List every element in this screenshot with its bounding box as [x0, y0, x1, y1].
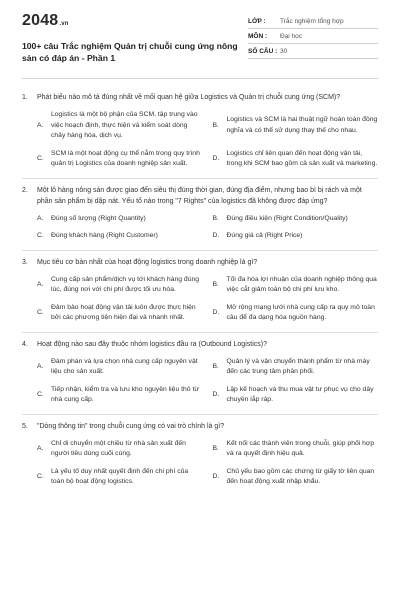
option-text: Đúng khách hàng (Right Customer) [51, 232, 158, 239]
option-text: Quản lý và vận chuyển thành phẩm từ nhà máy đến các trung tâm phân phối. [226, 357, 370, 375]
option-d[interactable] [213, 385, 379, 406]
question-item [22, 415, 378, 496]
meta-label: MÔN : [248, 32, 268, 40]
question-number: 4. [22, 340, 28, 348]
question-number: 3. [22, 258, 28, 266]
option-text: Đúng số lượng (Right Quantity) [51, 214, 146, 222]
option-letter: C. [37, 154, 44, 162]
option-letter: B. [212, 121, 219, 129]
option-d[interactable] [213, 467, 379, 488]
option-text: Logistics là một bộ phận của SCM, tập trung vào việc hoạch định, thực hiện và kiểm soát dòng chảy hàng hóa, dịch vụ. [51, 111, 198, 139]
meta-label: LỚP : [248, 17, 266, 25]
question-text: Phát biểu nào mô tả đúng nhất về mối quan hệ giữa Logistics và Quản trị chuỗi cung ứng (SCM)? [37, 94, 341, 101]
option-c[interactable] [37, 467, 203, 488]
option-text: Đúng giá cả (Right Price) [226, 232, 303, 239]
option-a[interactable] [37, 439, 203, 460]
meta-row-class [248, 14, 378, 29]
question-item [22, 86, 378, 179]
option-letter: C. [37, 232, 44, 239]
option-b[interactable] [213, 357, 379, 378]
option-letter: A. [37, 121, 44, 129]
option-d[interactable] [213, 149, 379, 170]
option-text: Cung cấp sản phẩm/dịch vụ tới khách hàng đúng lúc, đúng nơi với chi phí được tối ưu hóa. [51, 275, 200, 293]
option-letter: A. [37, 444, 44, 452]
meta-value: Đại học [280, 32, 303, 40]
meta-label: SỐ CÂU : [248, 47, 278, 55]
header-left [22, 12, 247, 64]
logo-main: 2048 [22, 12, 59, 29]
option-a[interactable] [37, 110, 203, 142]
question-list [22, 86, 378, 496]
meta-table [248, 14, 378, 59]
option-letter: B. [212, 362, 219, 370]
question-text: Hoạt động nào sau đây thuộc nhóm logistics đầu ra (Outbound Logistics)? [37, 340, 267, 348]
option-text: Kết nối các thành viên trong chuỗi, giúp phối hợp và ra quyết định hiệu quả. [226, 439, 375, 457]
option-text: Đàm phán và lựa chọn nhà cung cấp nguyên vật liệu cho sản xuất. [51, 357, 198, 375]
meta-row-count [248, 44, 378, 59]
option-letter: C. [37, 308, 44, 316]
option-d[interactable] [213, 303, 379, 324]
option-text: Logistics chỉ liên quan đến hoạt động vận tải, trong khi SCM bao gồm cả sản xuất và marketing. [226, 149, 378, 167]
option-letter: B. [212, 444, 219, 452]
option-b[interactable] [213, 275, 379, 296]
question-item [22, 251, 378, 333]
option-text: Là yếu tố duy nhất quyết định đến chi phí của toàn bộ hoạt động logistics. [51, 467, 189, 485]
question-number: 5. [22, 422, 28, 430]
option-a[interactable] [37, 214, 203, 225]
option-b[interactable] [213, 110, 379, 142]
question-number: 2. [22, 186, 28, 194]
document-title: 100+ câu Trắc nghiệm Quản trị chuỗi cung ứng nông sản có đáp án - Phần 1 [22, 41, 238, 63]
option-a[interactable] [37, 275, 203, 296]
question-item [22, 179, 378, 251]
option-grid [22, 103, 378, 172]
option-text: Đảm bảo hoạt động vận tải luôn được thực hiện bởi các phương tiện hiện đại và nhanh nhất. [51, 303, 196, 321]
meta-value: Trắc nghiệm tổng hợp [280, 17, 344, 25]
option-grid [22, 432, 378, 490]
option-text: Tối đa hóa lợi nhuận của doanh nghiệp thông qua việc cắt giảm toàn bộ chi phí lưu kho. [226, 275, 377, 293]
option-grid [22, 268, 378, 326]
question-number: 1. [22, 94, 28, 101]
meta-row-subject [248, 29, 378, 44]
option-c[interactable] [37, 231, 203, 242]
option-letter: A. [37, 280, 44, 288]
option-text: Logistics và SCM là hai thuật ngữ hoàn toàn đồng nghĩa và có thể sử dụng thay thế cho nhau. [226, 116, 378, 134]
option-letter: D. [212, 390, 220, 398]
option-letter: B. [212, 280, 219, 288]
option-c[interactable] [37, 303, 203, 324]
option-letter: D. [212, 154, 220, 162]
option-letter: D. [212, 232, 220, 239]
site-logo[interactable] [22, 12, 247, 33]
option-letter: C. [37, 390, 44, 398]
option-text: Đúng điều kiện (Right Condition/Quality) [226, 214, 348, 222]
option-letter: D. [212, 308, 220, 316]
header-divider [22, 78, 378, 79]
option-b[interactable] [213, 439, 379, 460]
logo-suffix: .vn [59, 21, 69, 27]
option-text: Mở rộng mạng lưới nhà cung cấp ra quy mô toàn cầu để đa dạng hóa nguồn hàng. [226, 303, 375, 321]
option-grid [22, 350, 378, 408]
option-letter: D. [212, 472, 220, 480]
question-text: Một lô hàng nông sản được giao đến siêu thị đúng thời gian, đúng địa điểm, nhưng bao bì bị rách và một phần sản phẩm bị dập nát. Yếu tố nào trong "7 Rights" của logistics đã không được đáp ứng? [37, 186, 362, 205]
option-letter: B. [212, 214, 219, 222]
header [22, 12, 378, 64]
option-c[interactable] [37, 149, 203, 170]
option-text: SCM là một hoạt động cụ thể nằm trong quy trình quản trị Logistics của doanh nghiệp sản xuất. [51, 149, 200, 167]
option-text: Lập kế hoạch và thu mua vật tư phục vụ cho dây chuyền lắp ráp. [226, 385, 374, 403]
option-text: Chỉ di chuyển một chiều từ nhà sản xuất đến người tiêu dùng cuối cùng. [51, 439, 186, 457]
question-text: Mục tiêu cơ bản nhất của hoạt động logistics trong doanh nghiệp là gì? [37, 258, 258, 266]
option-letter: A. [37, 362, 44, 370]
option-b[interactable] [213, 214, 379, 225]
meta-value: 30 [280, 47, 288, 55]
option-d[interactable] [213, 231, 379, 242]
question-text: "Dòng thông tin" trong chuỗi cung ứng có vai trò chính là gì? [37, 422, 225, 430]
option-text: Chủ yếu bao gồm các chứng từ giấy tờ liên quan đến hoạt động xuất nhập khẩu. [226, 467, 375, 485]
option-grid [22, 207, 378, 244]
option-text: Tiếp nhận, kiểm tra và lưu kho nguyên liệu thô từ nhà cung cấp. [51, 385, 199, 403]
option-letter: A. [37, 214, 44, 222]
option-c[interactable] [37, 385, 203, 406]
question-item [22, 333, 378, 415]
option-a[interactable] [37, 357, 203, 378]
option-letter: C. [37, 472, 44, 480]
